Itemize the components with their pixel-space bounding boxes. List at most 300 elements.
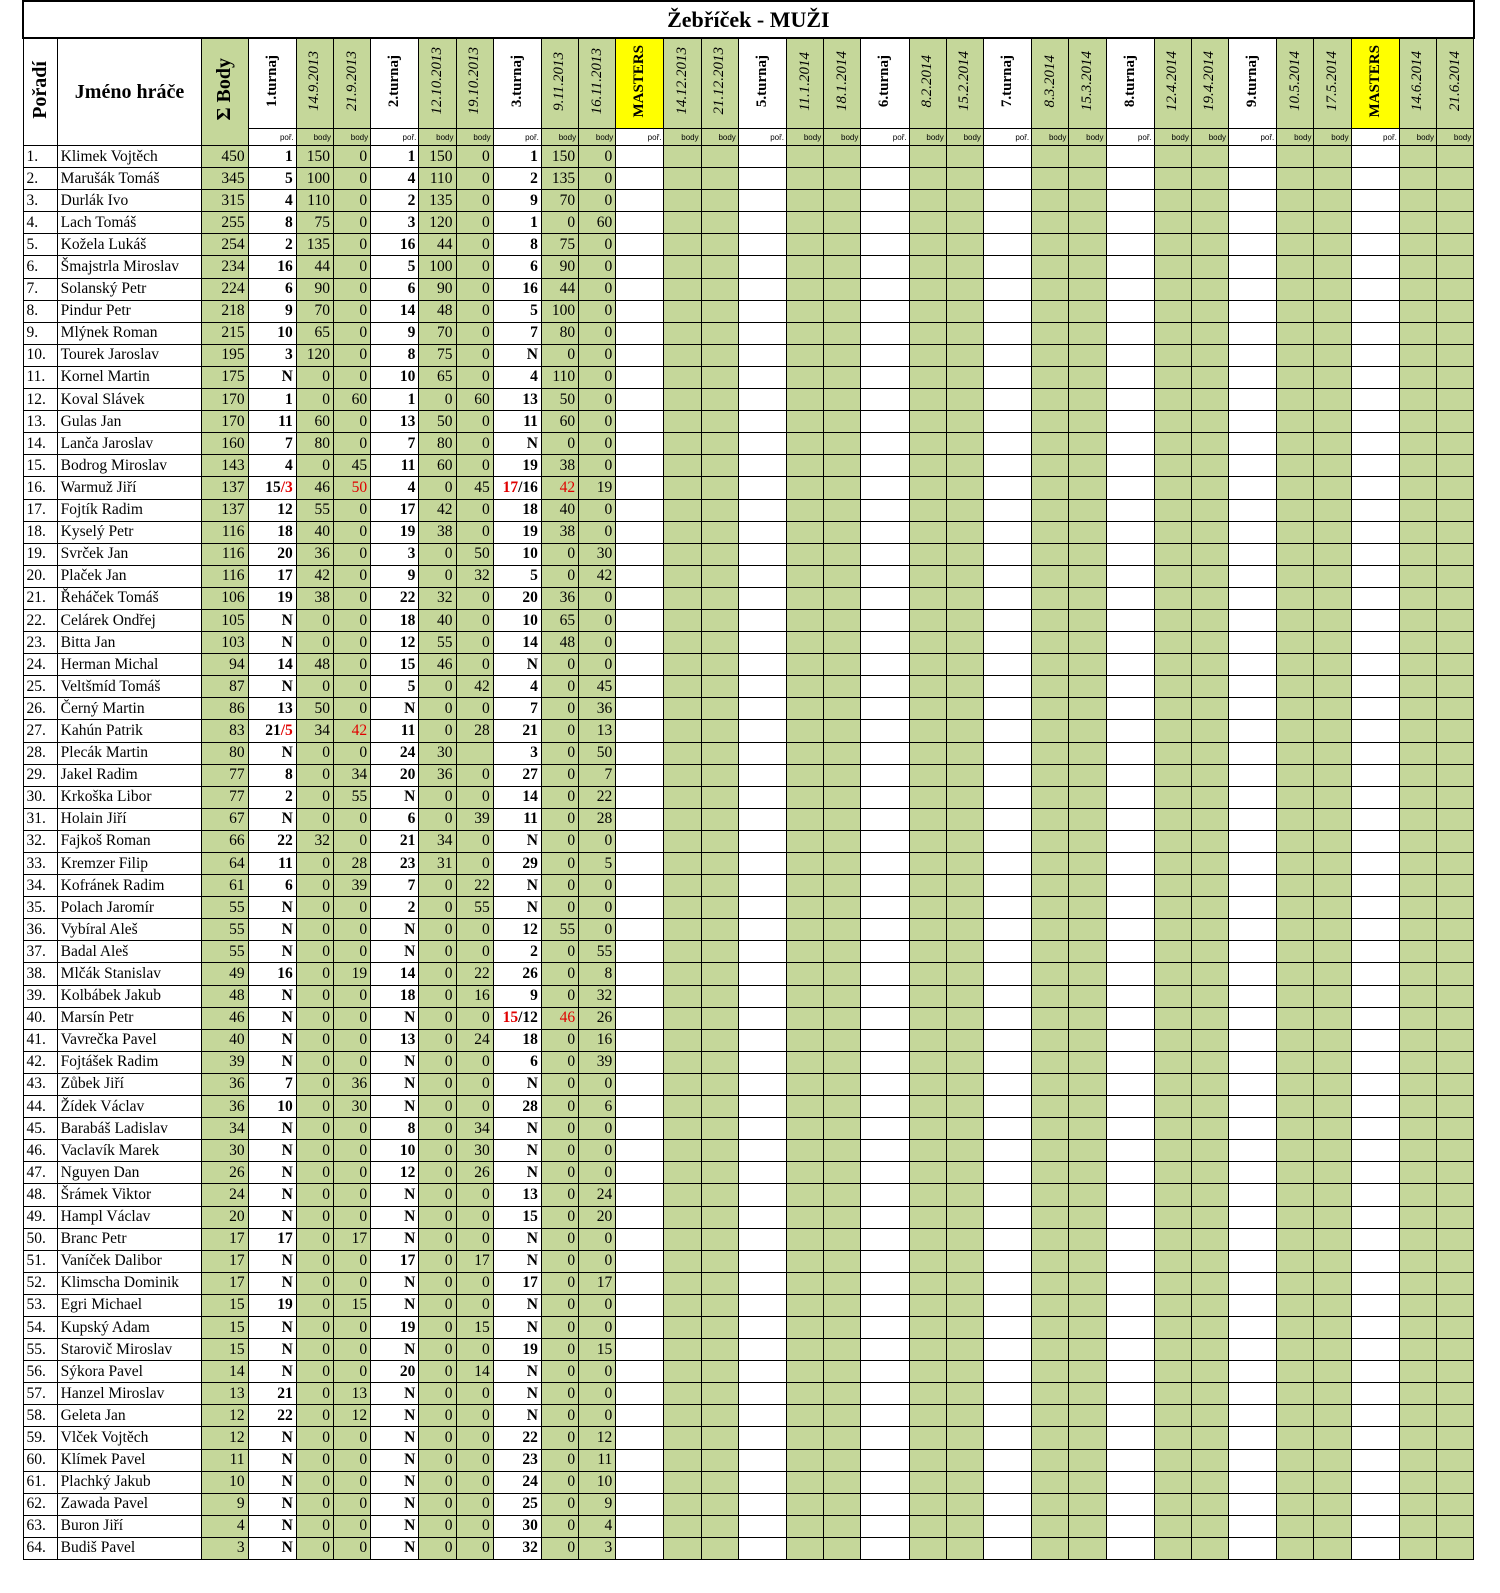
placement-cell: 17 — [248, 565, 296, 587]
points-cell — [1032, 676, 1069, 698]
player-name: Koval Slávek — [57, 389, 202, 411]
placement-cell — [861, 499, 909, 521]
points-cell — [1191, 1361, 1228, 1383]
points-cell — [1399, 1007, 1436, 1029]
placement-cell — [1229, 1206, 1277, 1228]
points-cell — [1437, 1250, 1474, 1272]
points-cell — [1437, 499, 1474, 521]
points-cell: 0 — [456, 786, 493, 808]
placement-cell — [1229, 985, 1277, 1007]
player-name: Kyselý Petr — [57, 521, 202, 543]
placement-cell — [861, 366, 909, 388]
points-cell — [1191, 565, 1228, 587]
placement-cell — [616, 322, 664, 344]
placement-cell — [861, 1118, 909, 1140]
placement-cell — [861, 786, 909, 808]
placement-cell: N — [371, 1383, 419, 1405]
date-label: 17.5.2014 — [1324, 51, 1341, 111]
points-cell — [909, 521, 946, 543]
placement-cell — [1351, 742, 1399, 764]
points-cell — [909, 1162, 946, 1184]
date-header — [909, 38, 946, 129]
rank-cell: 7. — [23, 278, 57, 300]
points-cell: 9 — [579, 1493, 616, 1515]
points-cell: 60 — [456, 389, 493, 411]
placement-cell: 12 — [371, 632, 419, 654]
points-cell — [1277, 764, 1314, 786]
placement-cell — [1229, 1449, 1277, 1471]
points-cell: 45 — [456, 477, 493, 499]
points-cell — [787, 897, 824, 919]
points-cell: 0 — [296, 632, 333, 654]
placement-cell — [616, 1096, 664, 1118]
points-cell: 0 — [456, 1427, 493, 1449]
points-cell: 0 — [456, 278, 493, 300]
points-cell — [664, 1515, 701, 1537]
points-cell: 0 — [296, 1118, 333, 1140]
points-cell: 0 — [541, 1449, 578, 1471]
placement-cell — [1351, 830, 1399, 852]
points-cell — [1437, 322, 1474, 344]
placement-cell — [861, 875, 909, 897]
points-cell — [1191, 1471, 1228, 1493]
points-cell — [1069, 1162, 1106, 1184]
placement-cell — [616, 1118, 664, 1140]
points-cell: 17 — [456, 1250, 493, 1272]
points-cell — [1069, 587, 1106, 609]
points-cell — [909, 1250, 946, 1272]
points-cell: 0 — [419, 565, 456, 587]
points-cell — [701, 1096, 738, 1118]
date-label: 9.11.2013 — [551, 51, 568, 111]
placement-cell — [1351, 1029, 1399, 1051]
points-cell — [1399, 1471, 1436, 1493]
points-cell — [1437, 897, 1474, 919]
points-cell — [1069, 1493, 1106, 1515]
rank-cell: 40. — [23, 1007, 57, 1029]
player-name: Klimek Vojtěch — [57, 146, 202, 168]
points-cell — [1032, 1029, 1069, 1051]
placement-cell — [1106, 808, 1154, 830]
points-cell: 28 — [579, 808, 616, 830]
points-cell — [787, 764, 824, 786]
points-cell — [946, 919, 983, 941]
placement-cell — [1229, 1051, 1277, 1073]
total-points: 49 — [202, 963, 248, 985]
placement-cell: 8 — [371, 344, 419, 366]
placement-cell — [616, 212, 664, 234]
placement-cell — [616, 256, 664, 278]
points-cell — [1032, 609, 1069, 631]
table-row — [23, 1294, 1474, 1316]
placement-cell: N — [248, 676, 296, 698]
placement-cell — [983, 344, 1031, 366]
table-row — [23, 1471, 1474, 1493]
placement-cell — [1229, 256, 1277, 278]
placement-cell — [1351, 300, 1399, 322]
points-cell: 0 — [579, 234, 616, 256]
placement-cell — [616, 411, 664, 433]
points-cell — [787, 963, 824, 985]
points-cell — [909, 256, 946, 278]
placement-cell — [738, 1294, 786, 1316]
table-row — [23, 1118, 1474, 1140]
points-cell — [1154, 1339, 1191, 1361]
rank-cell: 1. — [23, 146, 57, 168]
points-cell — [1154, 897, 1191, 919]
points-cell — [946, 1449, 983, 1471]
points-cell — [701, 654, 738, 676]
placement-cell — [1106, 1339, 1154, 1361]
points-cell — [1154, 366, 1191, 388]
points-cell — [909, 919, 946, 941]
points-cell — [1032, 146, 1069, 168]
placement-cell: N — [493, 897, 541, 919]
rank-cell: 39. — [23, 985, 57, 1007]
points-cell: 0 — [333, 919, 370, 941]
placement-cell — [1229, 742, 1277, 764]
points-cell: 44 — [296, 256, 333, 278]
placement-cell — [1351, 1272, 1399, 1294]
placement-cell — [1351, 1228, 1399, 1250]
placement-cell — [1106, 1471, 1154, 1493]
points-cell — [1399, 543, 1436, 565]
date-label: 15.2.2014 — [956, 51, 973, 111]
placement-cell — [738, 433, 786, 455]
points-cell — [664, 1073, 701, 1095]
points-cell — [1191, 455, 1228, 477]
placement-cell — [1351, 963, 1399, 985]
points-cell — [664, 985, 701, 1007]
placement-cell — [1106, 830, 1154, 852]
placement-cell: 11 — [493, 808, 541, 830]
sub-header-body: body — [664, 129, 701, 146]
points-cell — [909, 1537, 946, 1559]
points-cell — [1277, 411, 1314, 433]
rank-cell: 58. — [23, 1405, 57, 1427]
tournament-label: 1.turnaj — [263, 54, 280, 108]
points-cell — [824, 1515, 861, 1537]
placement-cell: 6 — [248, 875, 296, 897]
points-cell — [1069, 499, 1106, 521]
date-header — [824, 38, 861, 129]
points-cell: 7 — [579, 764, 616, 786]
total-points: 345 — [202, 168, 248, 190]
points-cell — [1437, 565, 1474, 587]
points-cell — [1154, 411, 1191, 433]
placement-cell: 19 — [493, 455, 541, 477]
placement-cell — [861, 1140, 909, 1162]
placement-cell — [738, 1162, 786, 1184]
player-name: Egri Michael — [57, 1294, 202, 1316]
points-cell: 0 — [456, 455, 493, 477]
total-points: 87 — [202, 676, 248, 698]
points-cell: 0 — [541, 212, 578, 234]
placement-cell — [616, 433, 664, 455]
placement-cell — [738, 963, 786, 985]
points-cell: 31 — [419, 853, 456, 875]
placement-cell: 17 — [371, 1250, 419, 1272]
points-cell: 0 — [296, 1051, 333, 1073]
points-cell: 36 — [333, 1073, 370, 1095]
points-cell — [824, 897, 861, 919]
player-name: Solanský Petr — [57, 278, 202, 300]
points-cell: 0 — [333, 1361, 370, 1383]
points-cell — [946, 1140, 983, 1162]
points-cell: 0 — [541, 897, 578, 919]
placement-cell: N — [248, 1272, 296, 1294]
player-name: Holain Jiří — [57, 808, 202, 830]
player-name: Celárek Ondřej — [57, 609, 202, 631]
points-cell — [701, 1383, 738, 1405]
points-cell — [701, 764, 738, 786]
rank-cell: 51. — [23, 1250, 57, 1272]
placement-cell — [616, 985, 664, 1007]
points-cell — [824, 1449, 861, 1471]
points-cell: 0 — [456, 366, 493, 388]
points-cell — [664, 278, 701, 300]
points-cell: 0 — [296, 1471, 333, 1493]
points-cell: 0 — [541, 1339, 578, 1361]
placement-cell — [738, 742, 786, 764]
sub-header-body: body — [701, 129, 738, 146]
points-cell — [824, 1051, 861, 1073]
points-cell — [664, 1449, 701, 1471]
points-cell — [824, 256, 861, 278]
placement-cell — [616, 853, 664, 875]
placement-cell: N — [493, 433, 541, 455]
points-cell: 0 — [333, 1007, 370, 1029]
placement-cell: N — [371, 1427, 419, 1449]
points-cell: 40 — [419, 609, 456, 631]
points-cell — [1069, 676, 1106, 698]
total-points: 15 — [202, 1294, 248, 1316]
points-cell — [824, 1537, 861, 1559]
points-cell — [1032, 366, 1069, 388]
points-cell — [664, 1162, 701, 1184]
placement-cell: N — [493, 344, 541, 366]
points-cell — [1191, 256, 1228, 278]
points-cell — [1314, 1007, 1351, 1029]
points-cell — [1437, 786, 1474, 808]
points-cell — [1314, 168, 1351, 190]
points-cell — [701, 1272, 738, 1294]
points-cell: 17 — [333, 1228, 370, 1250]
placement-cell — [1351, 897, 1399, 919]
placement-cell: 22 — [371, 587, 419, 609]
points-cell — [1437, 366, 1474, 388]
points-cell — [1191, 1250, 1228, 1272]
points-cell: 0 — [333, 190, 370, 212]
tournament-label: 9.turnaj — [1244, 54, 1261, 108]
placement-cell — [1106, 985, 1154, 1007]
points-cell: 0 — [456, 433, 493, 455]
points-cell: 0 — [296, 919, 333, 941]
player-name: Kupský Adam — [57, 1316, 202, 1338]
points-cell: 0 — [333, 587, 370, 609]
placement-cell — [861, 963, 909, 985]
points-cell — [1191, 1073, 1228, 1095]
sub-header-por: poř. — [983, 129, 1031, 146]
points-cell — [664, 875, 701, 897]
table-row — [23, 985, 1474, 1007]
player-name: Sýkora Pavel — [57, 1361, 202, 1383]
placement-cell — [738, 278, 786, 300]
points-cell — [824, 1096, 861, 1118]
points-cell: 16 — [456, 985, 493, 1007]
points-cell — [701, 1471, 738, 1493]
placement-cell — [983, 1250, 1031, 1272]
points-cell — [946, 1339, 983, 1361]
points-cell — [1314, 146, 1351, 168]
table-row — [23, 565, 1474, 587]
rank-cell: 12. — [23, 389, 57, 411]
placement-cell — [861, 1184, 909, 1206]
placement-cell — [1229, 1096, 1277, 1118]
rank-cell: 38. — [23, 963, 57, 985]
tournament-header — [1351, 38, 1399, 129]
placement-cell — [616, 1206, 664, 1228]
points-cell — [1032, 1118, 1069, 1140]
points-cell — [1399, 720, 1436, 742]
placement-cell — [861, 830, 909, 852]
points-cell: 55 — [579, 941, 616, 963]
player-name: Šrámek Viktor — [57, 1184, 202, 1206]
date-header — [664, 38, 701, 129]
points-cell: 0 — [333, 742, 370, 764]
placement-cell — [616, 366, 664, 388]
points-cell: 40 — [541, 499, 578, 521]
points-cell: 120 — [296, 344, 333, 366]
points-cell — [1437, 632, 1474, 654]
points-cell: 34 — [333, 764, 370, 786]
table-row — [23, 963, 1474, 985]
points-cell — [1069, 830, 1106, 852]
placement-cell — [738, 853, 786, 875]
points-cell: 36 — [579, 698, 616, 720]
points-cell — [1277, 941, 1314, 963]
points-cell: 0 — [296, 609, 333, 631]
points-cell: 0 — [541, 565, 578, 587]
points-cell: 0 — [456, 300, 493, 322]
placement-cell: N — [493, 1294, 541, 1316]
points-cell — [1437, 1096, 1474, 1118]
points-cell — [664, 1471, 701, 1493]
placement-cell — [738, 477, 786, 499]
points-cell — [1399, 322, 1436, 344]
placement-cell — [616, 455, 664, 477]
points-cell: 0 — [456, 1184, 493, 1206]
points-cell — [1032, 1206, 1069, 1228]
points-cell — [909, 366, 946, 388]
points-cell — [946, 411, 983, 433]
table-row — [23, 609, 1474, 631]
points-cell — [946, 278, 983, 300]
table-row — [23, 433, 1474, 455]
points-cell: 0 — [296, 1029, 333, 1051]
points-cell — [1032, 278, 1069, 300]
points-cell — [946, 1029, 983, 1051]
points-cell — [946, 1250, 983, 1272]
placement-cell — [983, 1383, 1031, 1405]
points-cell — [787, 985, 824, 1007]
points-cell — [824, 698, 861, 720]
placement-cell: 21 — [493, 720, 541, 742]
points-cell: 50 — [333, 477, 370, 499]
total-points: 11 — [202, 1449, 248, 1471]
points-cell — [1399, 234, 1436, 256]
points-cell: 0 — [419, 1294, 456, 1316]
placement-cell — [1351, 1250, 1399, 1272]
placement-cell: 1 — [371, 389, 419, 411]
placement-cell: N — [248, 1471, 296, 1493]
table-row — [23, 521, 1474, 543]
placement-cell — [738, 322, 786, 344]
placement-cell — [861, 1515, 909, 1537]
points-cell — [1314, 455, 1351, 477]
points-cell — [1069, 698, 1106, 720]
points-cell — [1191, 963, 1228, 985]
table-row — [23, 1493, 1474, 1515]
points-cell — [1032, 897, 1069, 919]
date-label: 8.3.2014 — [1041, 54, 1058, 108]
placement-part: /3 — [280, 478, 293, 496]
placement-cell — [738, 698, 786, 720]
points-cell: 0 — [456, 1383, 493, 1405]
points-cell — [824, 1228, 861, 1250]
points-cell — [1399, 1537, 1436, 1559]
points-cell — [1069, 919, 1106, 941]
points-cell — [1314, 1427, 1351, 1449]
points-cell — [787, 1206, 824, 1228]
points-cell: 0 — [296, 941, 333, 963]
placement-cell — [1351, 1427, 1399, 1449]
placement-cell — [1106, 720, 1154, 742]
name-header — [57, 38, 202, 146]
points-cell: 46 — [541, 1007, 578, 1029]
points-cell: 0 — [541, 543, 578, 565]
points-cell — [1191, 853, 1228, 875]
points-cell: 0 — [419, 1515, 456, 1537]
placement-cell: 19 — [248, 587, 296, 609]
points-cell — [1191, 1096, 1228, 1118]
points-cell — [1437, 985, 1474, 1007]
points-cell — [701, 278, 738, 300]
points-cell — [1032, 1361, 1069, 1383]
points-cell — [787, 1405, 824, 1427]
points-cell — [1399, 477, 1436, 499]
placement-cell — [616, 1405, 664, 1427]
points-cell: 0 — [456, 587, 493, 609]
placement-cell — [738, 654, 786, 676]
date-label: 14.12.2013 — [674, 47, 691, 115]
points-cell — [1069, 1073, 1106, 1095]
placement-cell — [1106, 1073, 1154, 1095]
player-name: Krkoška Libor — [57, 786, 202, 808]
rank-cell: 50. — [23, 1228, 57, 1250]
points-cell — [1069, 1029, 1106, 1051]
total-points: 234 — [202, 256, 248, 278]
points-cell — [1154, 786, 1191, 808]
placement-cell — [861, 1427, 909, 1449]
tournament-header — [248, 38, 296, 129]
placement-cell: 20 — [248, 543, 296, 565]
placement-cell: N — [248, 1051, 296, 1073]
placement-cell — [616, 521, 664, 543]
placement-cell: N — [371, 1537, 419, 1559]
points-cell — [1069, 1537, 1106, 1559]
placement-cell — [861, 1471, 909, 1493]
